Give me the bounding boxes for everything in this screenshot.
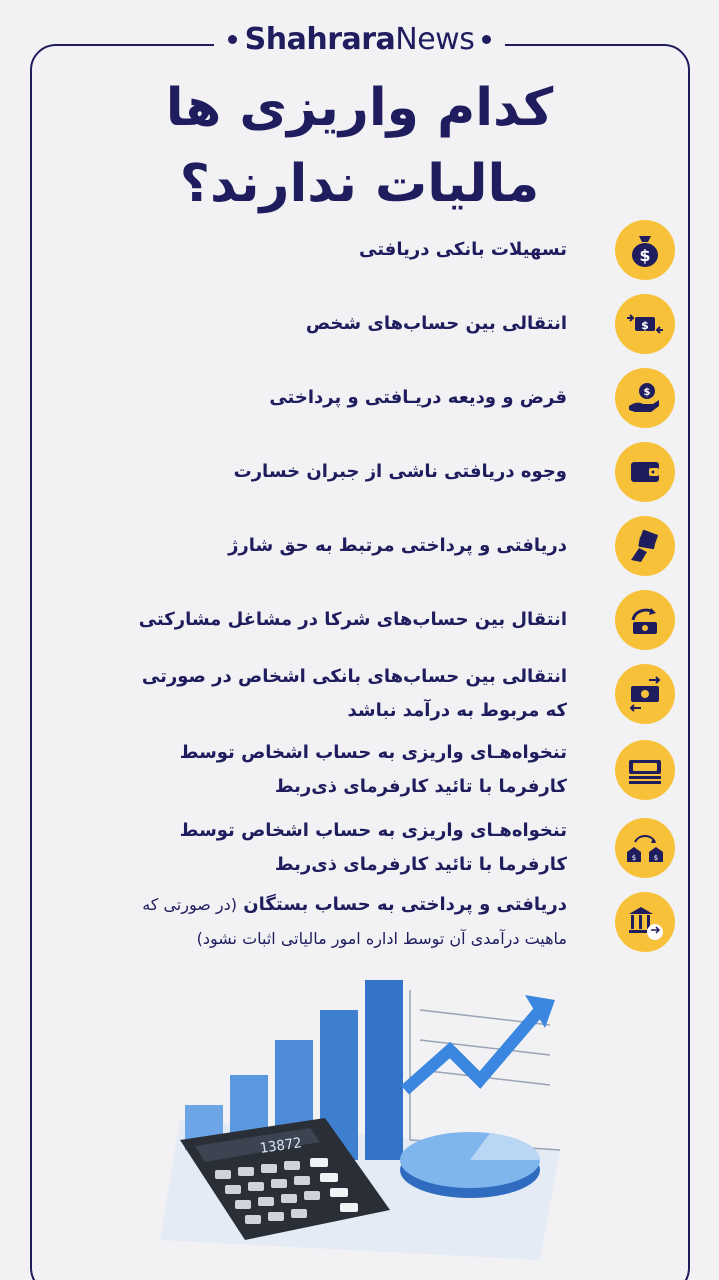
list-item	[120, 286, 675, 362]
wallet-icon	[615, 442, 675, 502]
item-text: تنخواه‌هـای واریزی به حساب اشخاص توسط کارفرما با تائید کارفرمای ذی‌ربط	[179, 742, 567, 797]
cash-exchange-icon	[615, 664, 675, 724]
bank-transfer-icon	[615, 818, 675, 878]
list-item	[120, 732, 675, 808]
cash-arrow-icon	[615, 590, 675, 650]
cash-stack-icon	[615, 740, 675, 800]
finance-illustration	[160, 970, 580, 1270]
item-main-text: دریافتی و پرداختی به حساب بستگان	[243, 894, 567, 915]
item-text: انتقالی بین حساب‌های بانکی اشخاص در صورتی که مربوط به درآمد نباشد	[141, 666, 567, 721]
list-item	[120, 810, 675, 886]
bank-exchange-icon	[615, 892, 675, 952]
title-line-1: کدام واریزی ها	[165, 78, 554, 138]
item-text	[120, 888, 567, 956]
money-transfer-icon	[615, 294, 675, 354]
brand-dot-left	[228, 35, 237, 44]
brand-dot-right	[482, 35, 491, 44]
brand-name-bold: Shahrara	[244, 22, 396, 57]
brand-name-light: News	[395, 22, 475, 57]
item-text: تسهیلات بانکی دریافتی	[358, 239, 567, 260]
brand-logo	[0, 22, 719, 57]
item-text: قرض و ودیعه دریـافتی و پرداختی	[269, 387, 567, 408]
list-item	[120, 884, 675, 960]
list-item	[120, 360, 675, 436]
item-note: (در صورتی که ماهیت درآمدی آن توسط اداره امور مالیاتی اثبات نشود)	[142, 895, 567, 948]
hand-coin-icon	[615, 368, 675, 428]
hand-cash-icon	[615, 516, 675, 576]
svg-text:$: $	[641, 319, 649, 332]
svg-text:$: $	[639, 246, 651, 265]
item-text: انتقالی بین حساب‌های شخص	[305, 313, 567, 334]
pie-chart	[400, 1132, 540, 1198]
list-item	[120, 508, 675, 584]
list-item	[120, 212, 675, 288]
svg-text:$: $	[631, 854, 637, 862]
calculator-display: 13872	[258, 1135, 303, 1157]
page-title	[0, 70, 719, 222]
svg-text:$: $	[643, 387, 651, 398]
list-item	[120, 656, 675, 732]
svg-text:$: $	[653, 854, 659, 862]
item-text: وجوه دریافتی ناشی از جبران خسارت	[233, 461, 567, 482]
item-text: تنخواه‌هـای واریزی به حساب اشخاص توسط کارفرما با تائید کارفرمای ذی‌ربط	[179, 820, 567, 875]
item-text: انتقال بین حساب‌های شرکا در مشاغل مشارکتی	[138, 609, 567, 630]
title-line-2: مالیات ندارند؟	[179, 154, 540, 214]
list-item	[120, 582, 675, 658]
item-text: دریافتی و پرداختی مرتبط به حق شارژ	[228, 535, 567, 556]
money-bag-icon	[615, 220, 675, 280]
list-item	[120, 434, 675, 510]
